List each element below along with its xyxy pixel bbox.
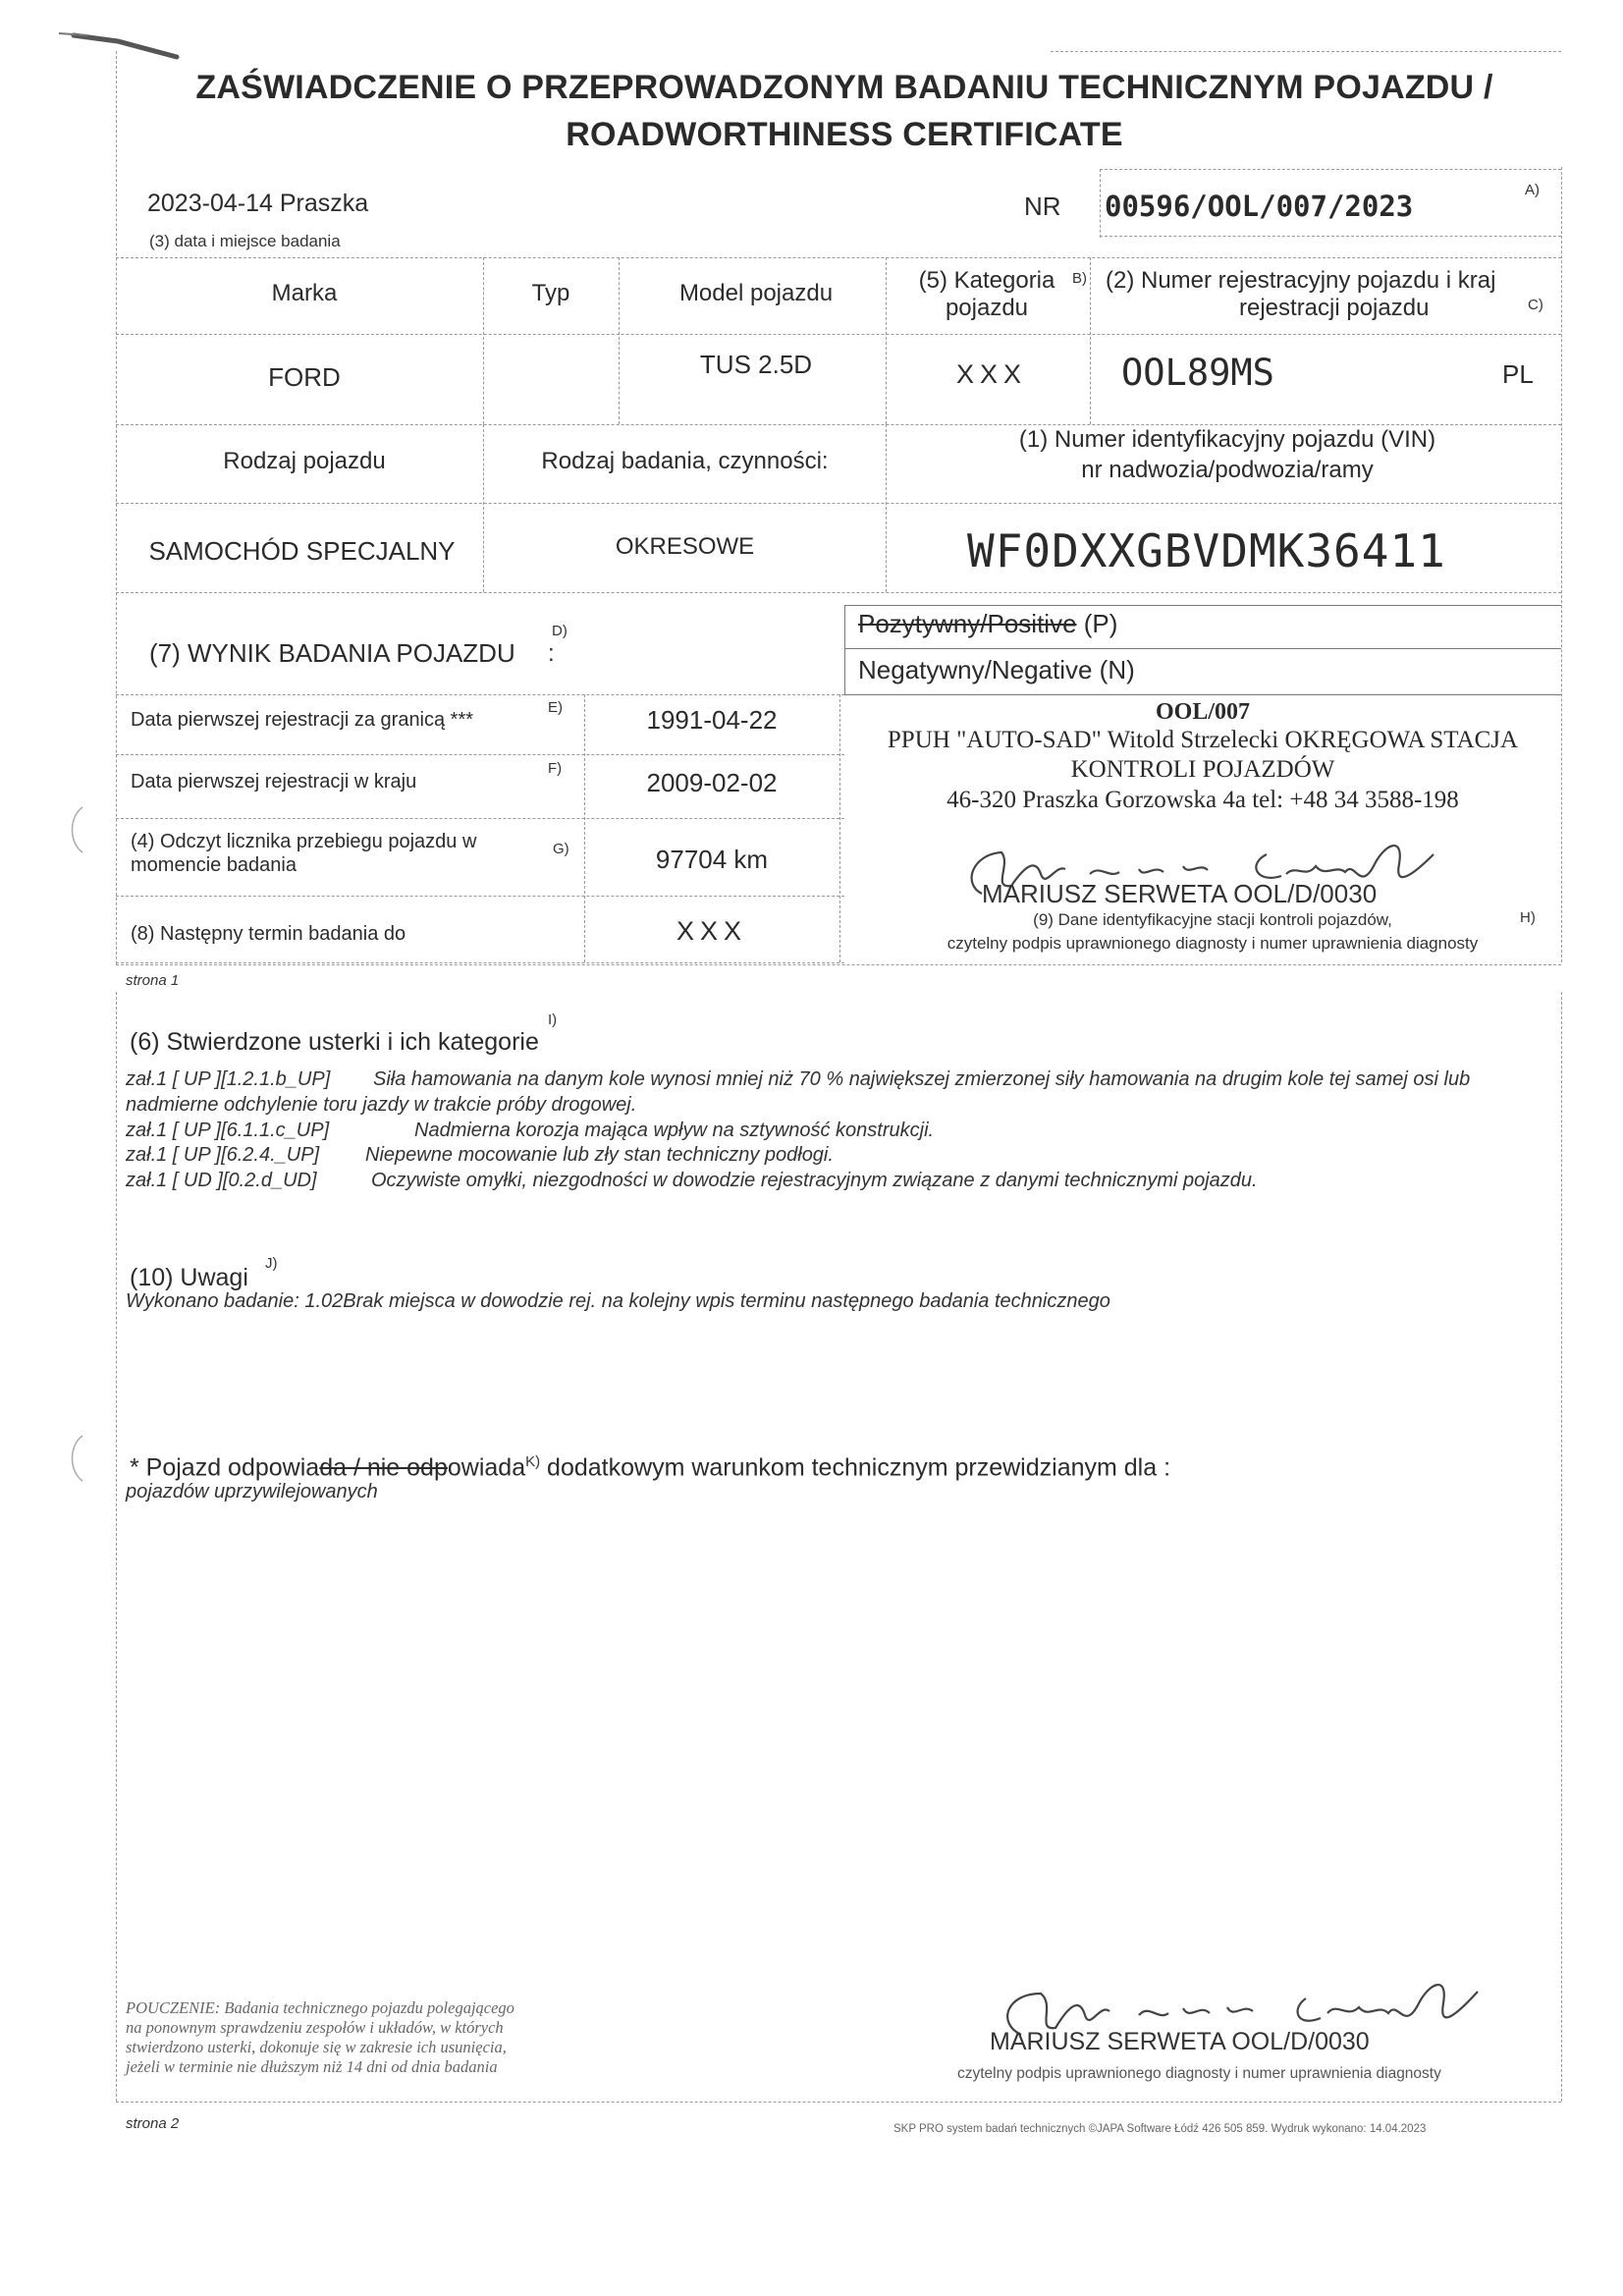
detail-next-inspection-value: XXX bbox=[676, 916, 748, 946]
number-label: NR bbox=[1024, 191, 1061, 221]
detail-odometer-label-line1: (4) Odczyt licznika przebiegu pojazdu w bbox=[131, 831, 477, 852]
detail-line-4 bbox=[116, 962, 844, 963]
header-category-line2: pojazdu bbox=[945, 295, 1029, 321]
detail-line-1 bbox=[116, 754, 844, 755]
defect-3-code: zał.1 [ UP ][6.2.4._UP] bbox=[126, 1144, 320, 1166]
header-model: Model pojazdu bbox=[678, 280, 834, 306]
header-vehicle-kind: Rodzaj pojazdu bbox=[223, 448, 386, 474]
detail-line-2 bbox=[116, 818, 844, 819]
header-category-line1: (5) Kategoria bbox=[918, 267, 1055, 294]
inspection-type: OKRESOWE bbox=[615, 533, 755, 560]
station-line2: KONTROLI POJAZDÓW bbox=[1070, 756, 1335, 783]
diagnostician-name: MARIUSZ SERWETA OOL/D/0030 bbox=[982, 879, 1378, 908]
defect-4-text: Oczywiste omyłki, niezgodności w dowodzie rejestracyjnym związane z danymi technicznymi pojazdu. bbox=[371, 1170, 1258, 1191]
defect-4-code: zał.1 [ UD ][0.2.d_UD] bbox=[126, 1170, 317, 1191]
station-caption1: (9) Dane identyfikacyjne stacji kontroli pojazdów, bbox=[1033, 910, 1392, 929]
special-prefix: * Pojazd odpowia bbox=[130, 1453, 320, 1482]
marker-i: I) bbox=[548, 1011, 558, 1028]
software-note: SKP PRO system badań technicznych ©JAPA Software Łódź 426 505 859. Wydruk wykonano: 14.04.2023 bbox=[893, 2123, 1427, 2135]
col-line-5 bbox=[483, 424, 484, 592]
result-label: (7) WYNIK BADANIA POJAZDU bbox=[149, 638, 515, 668]
marker-h: H) bbox=[1520, 909, 1536, 926]
header-registration-line2: rejestracji pojazdu bbox=[1239, 295, 1430, 321]
row-line-3 bbox=[116, 424, 1561, 425]
special-suffix: dodatkowym warunkom technicznym przewidzianym dla : bbox=[540, 1453, 1171, 1482]
row-line-4 bbox=[116, 503, 1561, 504]
station-caption2: czytelny podpis uprawnionego diagnosty i numer uprawnienia diagnosty bbox=[947, 934, 1479, 953]
special-struck: da / nie odp bbox=[319, 1453, 448, 1482]
special-line2: pojazdów uprzywilejowanych bbox=[126, 1481, 378, 1503]
remarks-heading: (10) Uwagi bbox=[130, 1264, 248, 1291]
result-colon: : bbox=[548, 640, 555, 667]
punch-hole-mark-1 bbox=[67, 805, 86, 854]
bottom-diagnostician-name: MARIUSZ SERWETA OOL/D/0030 bbox=[990, 2028, 1370, 2055]
page2-frame-left bbox=[116, 992, 117, 2102]
row-line-5 bbox=[116, 592, 1561, 593]
station-code: OOL/007 bbox=[1155, 699, 1250, 725]
result-box-bottom bbox=[844, 694, 1561, 695]
detail-odometer-label-line2: momencie badania bbox=[131, 854, 297, 876]
vehicle-vin: WF0DXXGBVDMK36411 bbox=[967, 524, 1446, 577]
nr-divider bbox=[1100, 169, 1101, 238]
header-make: Marka bbox=[271, 280, 338, 306]
certificate-title-line1: ZAŚWIADCZENIE O PRZEPROWADZONYM BADANIU TECHNICZNYM POJAZDU / bbox=[195, 69, 1493, 106]
vehicle-country: PL bbox=[1502, 359, 1534, 389]
inspection-date-caption: (3) data i miejsce badania bbox=[149, 232, 341, 250]
detail-col-2 bbox=[839, 694, 840, 962]
page1-bottom-line bbox=[116, 964, 1561, 965]
instruction-line1: POUCZENIE: Badania technicznego pojazdu polegającego bbox=[126, 1998, 514, 2017]
page2-bottom-line bbox=[116, 2102, 1561, 2103]
instruction-line3: stwierdzono usterki, dokonuje się w zakresie ich usunięcia, bbox=[126, 2038, 507, 2056]
detail-line-3 bbox=[116, 896, 844, 897]
marker-b: B) bbox=[1072, 270, 1087, 287]
header-inspection-type: Rodzaj badania, czynności: bbox=[541, 448, 829, 474]
frame-left bbox=[116, 51, 117, 964]
nr-top bbox=[1100, 169, 1561, 170]
header-type: Typ bbox=[531, 280, 570, 306]
inspection-date-place: 2023-04-14 Praszka bbox=[147, 190, 369, 217]
instruction-line4: jeżeli w terminie nie dłuższym niż 14 dni od dnia badania bbox=[126, 2057, 498, 2076]
certificate-title-line2: ROADWORTHINESS CERTIFICATE bbox=[566, 116, 1123, 153]
detail-foreign-registration-label: Data pierwszej rejestracji za granicą *** bbox=[131, 709, 474, 731]
marker-d: D) bbox=[552, 623, 568, 639]
page1-label: strona 1 bbox=[126, 972, 180, 989]
page2-label: strona 2 bbox=[126, 2115, 180, 2132]
header-vin-line2: nr nadwozia/podwozia/ramy bbox=[1081, 457, 1374, 483]
scan-mark bbox=[59, 20, 216, 69]
defect-2-text: Nadmierna korozja mająca wpływ na sztywność konstrukcji. bbox=[414, 1120, 935, 1141]
marker-e: E) bbox=[548, 699, 563, 716]
defect-2-code: zał.1 [ UP ][6.1.1.c_UP] bbox=[126, 1120, 330, 1141]
col-line-4 bbox=[1090, 257, 1091, 424]
result-box-left bbox=[844, 605, 845, 695]
bottom-sign-caption: czytelny podpis uprawnionego diagnosty i numer uprawnienia diagnosty bbox=[957, 2065, 1441, 2082]
col-line-2 bbox=[619, 257, 620, 424]
detail-col-1 bbox=[584, 694, 585, 962]
defect-1-text2: nadmierne odchylenie toru jazdy w trakcie próby drogowej. bbox=[126, 1094, 637, 1116]
detail-foreign-registration-value: 1991-04-22 bbox=[646, 705, 778, 735]
header-registration-line1: (2) Numer rejestracyjny pojazdu i kraj bbox=[1106, 267, 1496, 294]
frame-right bbox=[1561, 167, 1562, 962]
special-mid: owiada bbox=[447, 1453, 526, 1482]
marker-g: G) bbox=[553, 841, 569, 857]
col-line-6 bbox=[886, 424, 887, 592]
defects-heading: (6) Stwierdzone usterki i ich kategorie bbox=[130, 1028, 539, 1056]
nr-bottom bbox=[1100, 236, 1561, 237]
detail-domestic-registration-value: 2009-02-02 bbox=[646, 768, 778, 797]
marker-j: J) bbox=[265, 1255, 278, 1272]
result-positive-code: (P) bbox=[1083, 609, 1118, 638]
vehicle-registration: OOL89MS bbox=[1121, 352, 1274, 394]
marker-k: K) bbox=[525, 1453, 541, 1470]
defect-1-code: zał.1 [ UP ][1.2.1.b_UP] bbox=[126, 1068, 331, 1090]
instruction-line2: na ponownym sprawdzeniu zespołów i układów, w których bbox=[126, 2018, 504, 2037]
defect-3-text: Niepewne mocowanie lub zły stan techniczny podłogi. bbox=[365, 1144, 834, 1166]
special-conditions bbox=[130, 1453, 1170, 1482]
header-vin-line1: (1) Numer identyfikacyjny pojazdu (VIN) bbox=[1018, 426, 1436, 453]
row-line-1 bbox=[116, 257, 1561, 258]
result-box-mid bbox=[844, 648, 1561, 649]
col-line-3 bbox=[886, 257, 887, 424]
result-positive bbox=[858, 609, 1117, 639]
detail-odometer-value: 97704 km bbox=[655, 845, 769, 874]
marker-c: C) bbox=[1528, 297, 1543, 313]
vehicle-category: XXX bbox=[955, 359, 1028, 389]
page2-frame-right bbox=[1561, 992, 1562, 2102]
marker-f: F) bbox=[548, 760, 563, 777]
station-line1: PPUH "AUTO-SAD" Witold Strzelecki OKRĘGOWA STACJA bbox=[887, 727, 1519, 753]
result-positive-struck: Pozytywny/Positive bbox=[858, 609, 1077, 638]
certificate-number: 00596/OOL/007/2023 bbox=[1105, 190, 1414, 223]
frame-top-right bbox=[1051, 51, 1561, 52]
vehicle-model: TUS 2.5D bbox=[699, 350, 813, 379]
detail-line-0 bbox=[116, 694, 844, 695]
defect-1-text: Siła hamowania na danym kole wynosi mniej niż 70 % największej zmierzonej siły hamowania na drugim kole tej samej osi lub bbox=[373, 1068, 1471, 1090]
remarks-text: Wykonano badanie: 1.02Brak miejsca w dowodzie rej. na kolejny wpis terminu następnego badania technicznego bbox=[126, 1290, 1110, 1312]
punch-hole-mark-2 bbox=[67, 1434, 86, 1483]
detail-domestic-registration-label: Data pierwszej rejestracji w kraju bbox=[131, 771, 417, 793]
marker-a: A) bbox=[1525, 182, 1540, 198]
result-negative: Negatywny/Negative (N) bbox=[858, 655, 1135, 684]
station-line3: 46-320 Praszka Gorzowska 4a tel: +48 34 3588-198 bbox=[947, 787, 1459, 813]
result-box-top bbox=[844, 605, 1561, 606]
row-line-2 bbox=[116, 334, 1561, 335]
vehicle-make: FORD bbox=[268, 362, 341, 392]
vehicle-kind: SAMOCHÓD SPECJALNY bbox=[148, 536, 456, 566]
detail-next-inspection-label: (8) Następny termin badania do bbox=[131, 923, 406, 945]
